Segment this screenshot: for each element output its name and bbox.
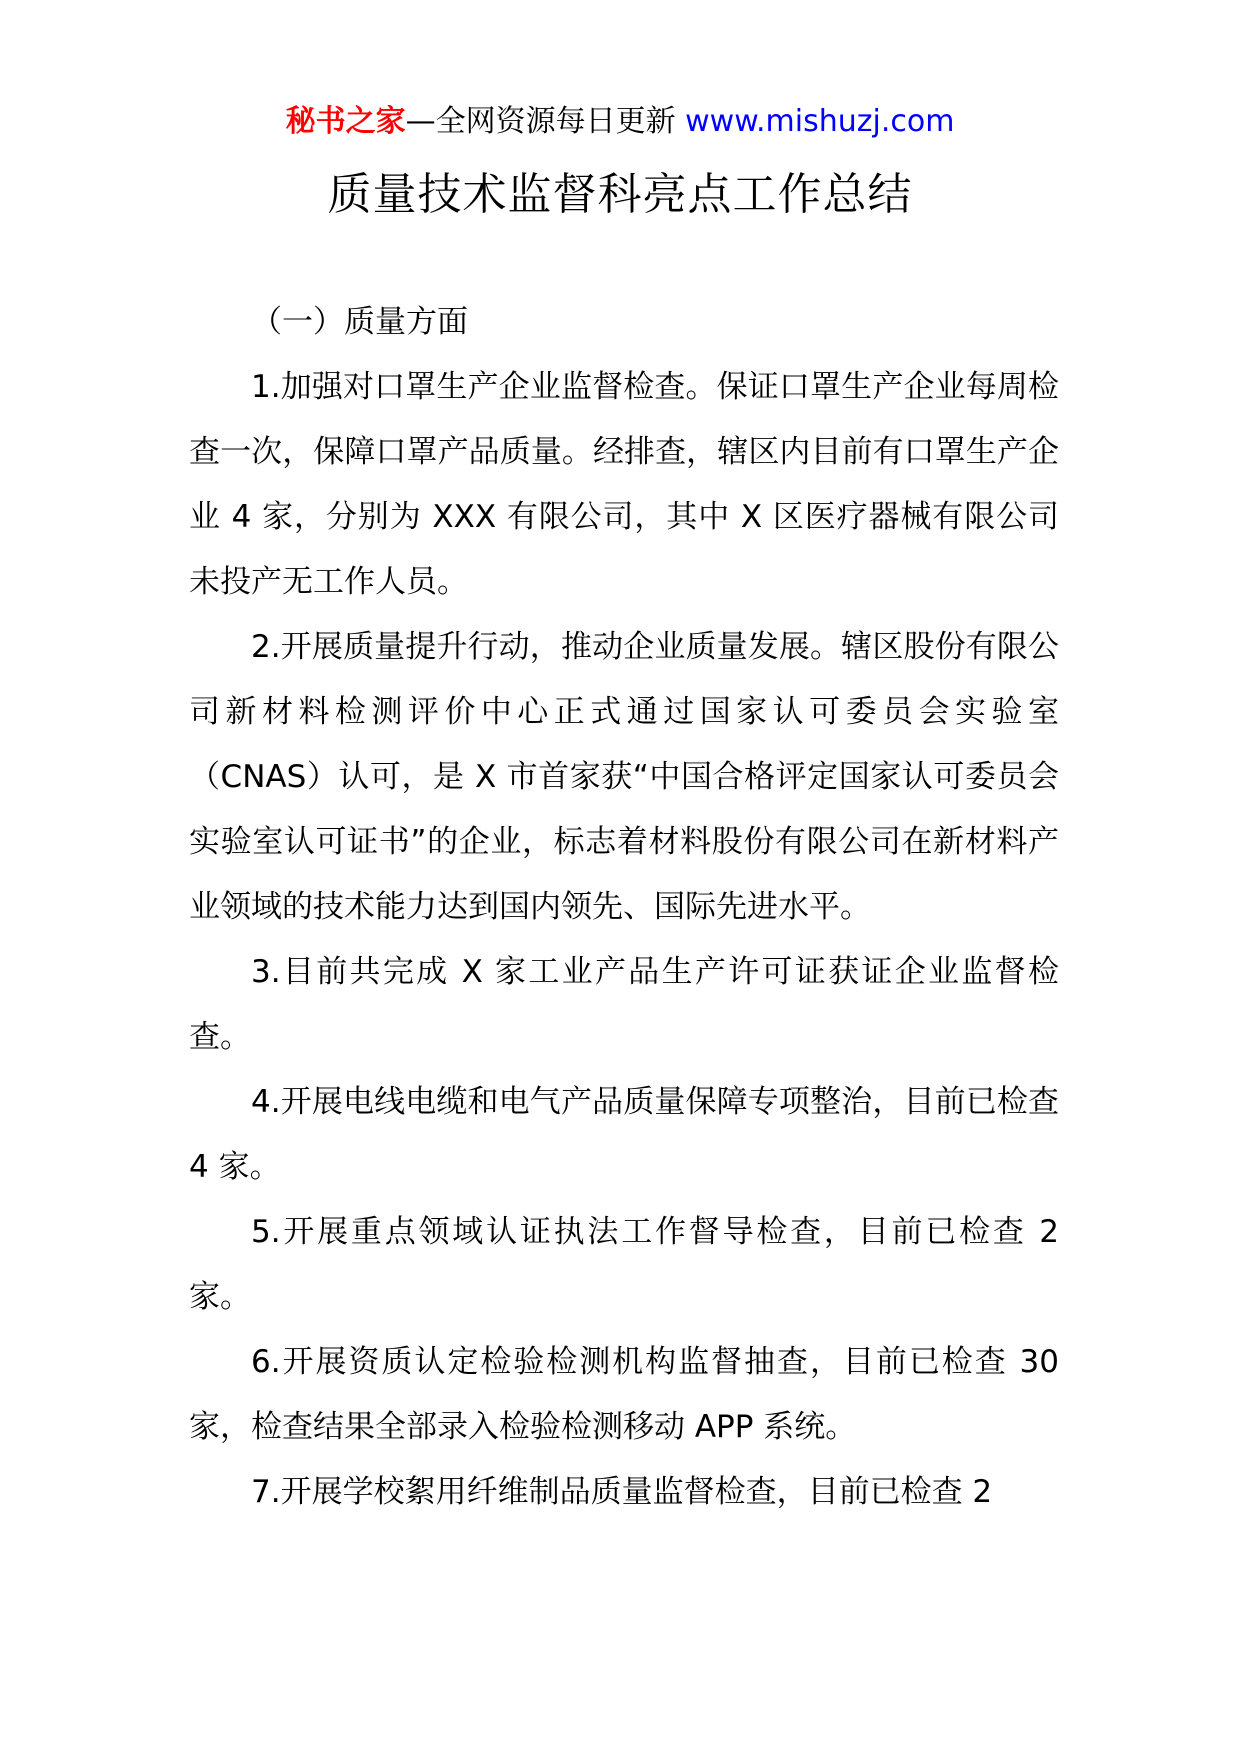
brand-name: 秘书之家: [285, 104, 406, 139]
site-header: [0, 102, 1240, 142]
paragraph-1: 1.加强对口罩生产企业监督检查。保证口罩生产企业每周检查一次，保障口罩产品质量。经排查，辖区内目前有口罩生产企业 4 家，分别为 XXX 有限公司，其中 X 区医疗器械有限公司未投产无工作人员。: [189, 369, 1059, 600]
document-body: [189, 290, 1059, 1525]
paragraph-4: 4.开展电线电缆和电气产品质量保障专项整治，目前已检查 4 家。: [189, 1084, 1059, 1185]
paragraph-5: 5.开展重点领域认证执法工作督导检查，目前已检查 2 家。: [189, 1214, 1059, 1315]
site-url-link[interactable]: www.mishuzj.com: [685, 104, 955, 139]
header-tagline: —全网资源每日更新: [405, 104, 676, 139]
paragraph-6: 6.开展资质认定检验检测机构监督抽查，目前已检查 30 家，检查结果全部录入检验检测移动 APP 系统。: [189, 1344, 1059, 1445]
paragraph-2: 2.开展质量提升行动，推动企业质量发展。辖区股份有限公司新材料检测评价中心正式通过国家认可委员会实验室（CNAS）认可，是 X 市首家获“中国合格评定国家认可委员会实验室认可证书”的企业，标志着材料股份有限公司在新材料产业领域的技术能力达到国内领先、国际先进水平。: [189, 629, 1059, 925]
section-heading: （一）质量方面: [251, 304, 468, 340]
document-title: 质量技术监督科亮点工作总结: [327, 169, 913, 220]
paragraph-3: 3.目前共完成 X 家工业产品生产许可证获证企业监督检查。: [189, 954, 1059, 1055]
paragraph-7: 7.开展学校絮用纤维制品质量监督检查，目前已检查 2: [251, 1474, 993, 1510]
